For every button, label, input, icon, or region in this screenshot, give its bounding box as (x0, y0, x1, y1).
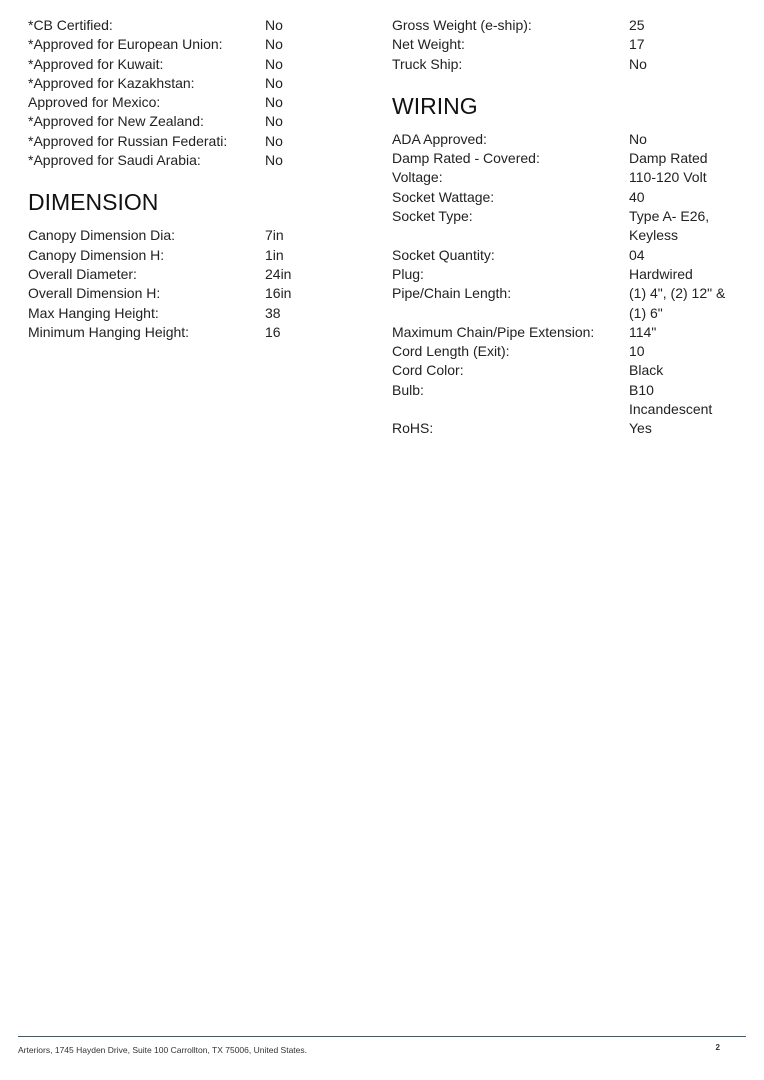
spec-value: 25 (629, 17, 645, 33)
approvals-list (28, 0, 358, 170)
right-column (392, 0, 756, 439)
spec-label: Truck Ship: (392, 55, 463, 72)
dimension-list (28, 226, 358, 342)
spec-label: *Approved for Kazakhstan: (28, 74, 195, 91)
spec-row (28, 151, 358, 170)
spec-value: 40 (629, 188, 645, 205)
spec-row (28, 93, 358, 112)
spec-value: 04 (629, 246, 645, 263)
spec-value: No (629, 55, 647, 72)
footer-address: Arteriors, 1745 Hayden Drive, Suite 100 Carrollton, TX 75006, United States. (18, 1045, 307, 1055)
spec-label: *CB Certified: (28, 17, 113, 33)
spec-value: No (629, 130, 647, 147)
spec-label: Voltage: (392, 169, 443, 186)
spec-label: *Approved for Kuwait: (28, 55, 164, 72)
spec-value: 16 (265, 323, 281, 340)
spec-value: Damp Rated (629, 150, 708, 167)
spec-value-line: (1) 6" (629, 304, 663, 321)
spec-label: Socket Quantity: (392, 246, 495, 263)
spec-label: Canopy Dimension Dia: (28, 227, 176, 244)
spec-value: 10 (629, 343, 645, 360)
spec-row (28, 74, 358, 93)
spec-value (629, 207, 756, 246)
spec-label: Pipe/Chain Length: (392, 285, 512, 302)
spec-label: *Approved for Russian Federati: (28, 132, 228, 149)
spec-label: Maximum Chain/Pipe Extension: (392, 323, 595, 340)
spec-row (392, 149, 756, 168)
spec-row (392, 246, 756, 265)
spec-label: Canopy Dimension H: (28, 246, 165, 263)
spec-row (28, 16, 358, 35)
spec-value: No (265, 17, 283, 33)
spec-label: Overall Dimension H: (28, 285, 161, 302)
spec-row (392, 361, 756, 380)
spec-value: No (265, 113, 283, 130)
footer-divider (18, 1036, 746, 1037)
spec-value (629, 284, 756, 323)
spec-row (392, 35, 756, 54)
shipping-list (392, 0, 756, 74)
spec-value-line: Keyless (629, 227, 679, 244)
spec-value: No (265, 74, 283, 91)
spec-label: RoHS: (392, 420, 434, 437)
spec-label: Damp Rated - Covered: (392, 150, 540, 167)
spec-value: 110-120 Volt (629, 169, 707, 186)
spec-label: Cord Color: (392, 362, 464, 379)
spec-value: Hardwired (629, 265, 693, 282)
spec-value-line: (1) 4", (2) 12" & (629, 285, 726, 302)
spec-label: Approved for Mexico: (28, 94, 161, 111)
spec-label: *Approved for Saudi Arabia: (28, 152, 201, 169)
spec-value: 24in (265, 265, 292, 282)
left-column (28, 0, 358, 342)
spec-row (28, 35, 358, 54)
spec-value: 17 (629, 36, 645, 53)
spec-value (629, 381, 756, 420)
spec-row (392, 207, 756, 246)
spec-value: No (265, 55, 283, 72)
spec-value-line: Incandescent (629, 401, 713, 418)
spec-row (392, 419, 756, 438)
spec-label: Cord Length (Exit): (392, 343, 510, 360)
spec-row (28, 304, 358, 323)
spec-row (28, 265, 358, 284)
spec-row (28, 112, 358, 131)
dimension-heading: DIMENSION (28, 189, 159, 216)
spec-row (392, 265, 756, 284)
spec-label: Socket Wattage: (392, 188, 495, 205)
spec-row (392, 16, 756, 35)
spec-row (392, 323, 756, 342)
spec-label: *Approved for European Union: (28, 36, 223, 53)
spec-label: Minimum Hanging Height: (28, 323, 190, 340)
wiring-heading: WIRING (392, 92, 478, 119)
spec-row (28, 132, 358, 151)
spec-row (392, 55, 756, 74)
spec-label: Overall Diameter: (28, 265, 137, 282)
spec-row (28, 55, 358, 74)
spec-row (28, 284, 358, 303)
spec-value: 114" (629, 323, 657, 340)
spec-row (392, 342, 756, 361)
wiring-list (392, 130, 756, 439)
spec-row (28, 226, 358, 245)
spec-value-line: Type A- E26, (629, 208, 710, 225)
spec-label: ADA Approved: (392, 130, 487, 147)
spec-value: No (265, 152, 283, 169)
spec-value: 16in (265, 285, 292, 302)
spec-label: Gross Weight (e-ship): (392, 17, 532, 33)
spec-value: No (265, 36, 283, 53)
spec-label: *Approved for New Zealand: (28, 113, 204, 130)
spec-label: Bulb: (392, 381, 424, 398)
spec-row (392, 284, 756, 323)
spec-row (392, 381, 756, 420)
spec-value: No (265, 132, 283, 149)
spec-row (392, 188, 756, 207)
spec-row (28, 246, 358, 265)
spec-row (392, 130, 756, 149)
spec-value: 7in (265, 227, 284, 244)
spec-value: 1in (265, 246, 284, 263)
spec-label: Max Hanging Height: (28, 304, 159, 321)
spec-label: Plug: (392, 265, 424, 282)
spec-value: 38 (265, 304, 281, 321)
spec-row (28, 323, 358, 342)
spec-row (392, 168, 756, 187)
spec-label: Net Weight: (392, 36, 465, 53)
spec-label: Socket Type: (392, 208, 473, 225)
spec-value: Black (629, 362, 664, 379)
spec-value: Yes (629, 420, 652, 437)
page-number: 2 (715, 1043, 720, 1052)
spec-value-line: B10 (629, 381, 654, 398)
spec-value: No (265, 94, 283, 111)
